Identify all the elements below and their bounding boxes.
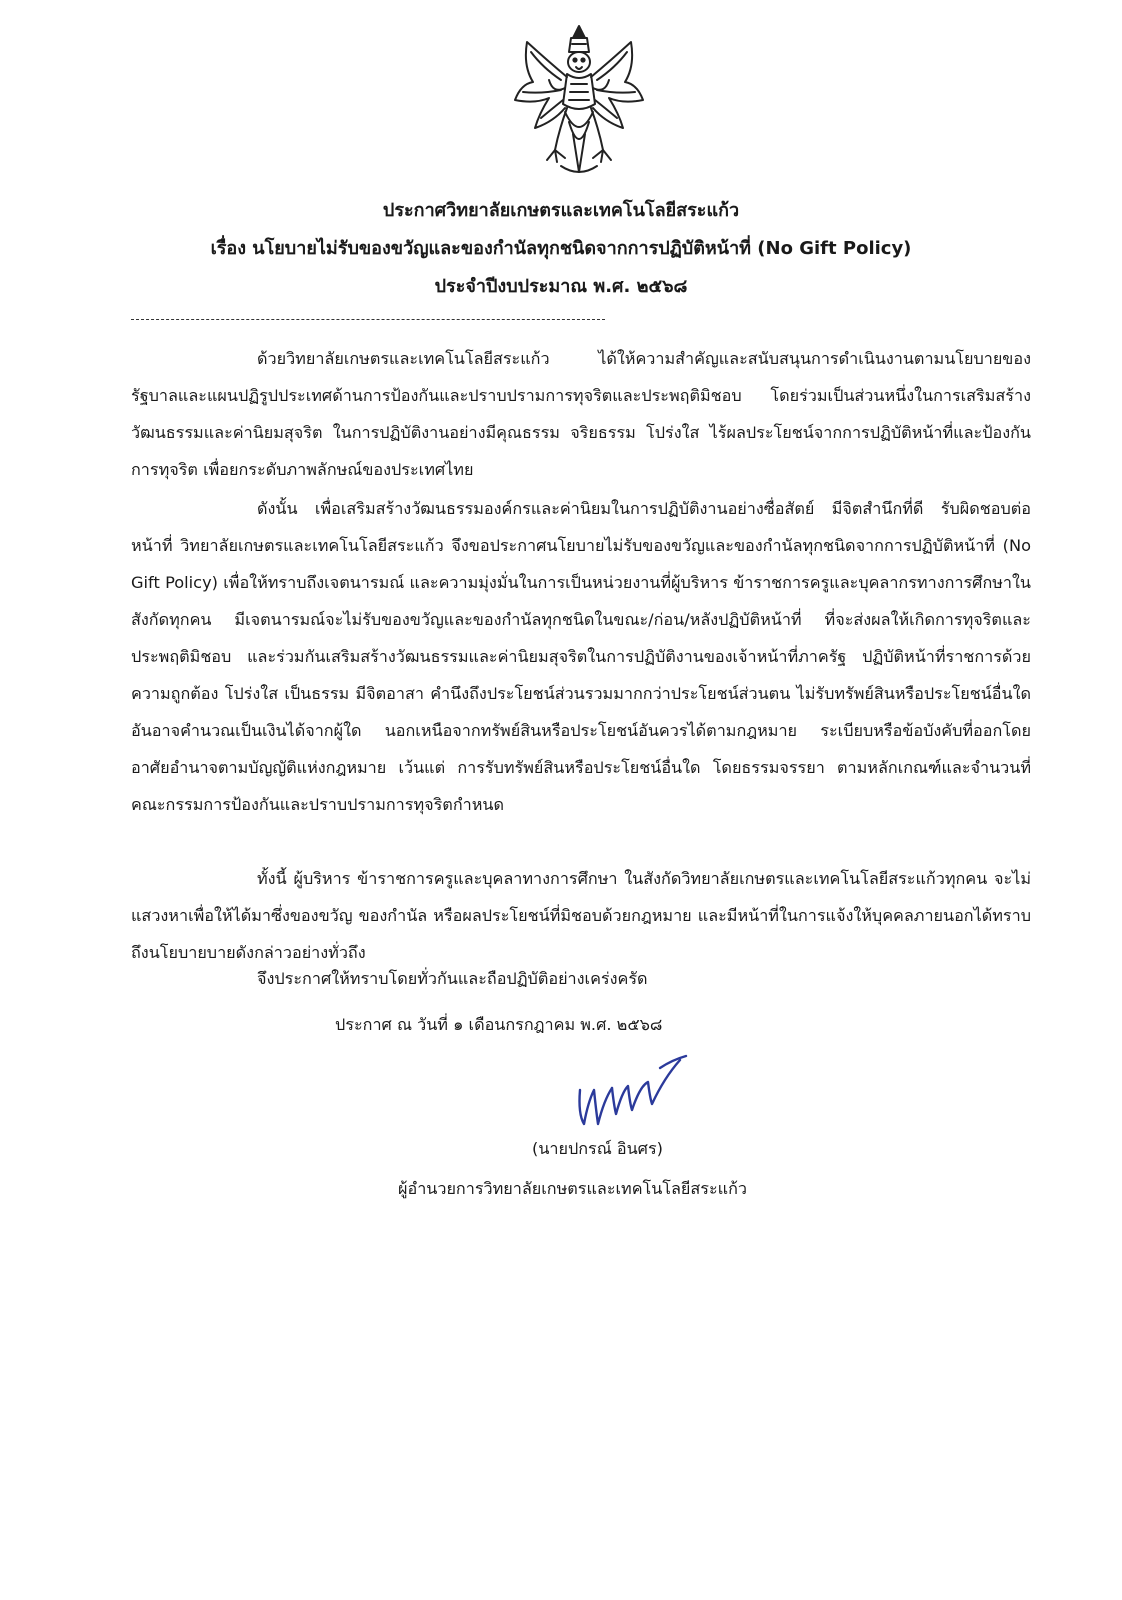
body-paragraph-1: ด้วยวิทยาลัยเกษตรและเทคโนโลยีสระแก้ว ได้ให้ความสำคัญและสนับสนุนการดำเนินงานตามนโยบายของรัฐบาลและแผนปฏิรูปประเทศด้านการป้องกันและปราบปรามการทุจริตและประพฤติมิชอบ โดยร่วมเป็นส่วนหนึ่งในการเสริมสร้างวัฒนธรรมและค่านิยมสุจริต ในการปฏิบัติงานอย่างมีคุณธรรม จริยธรรม โปร่งใส ไร้ผลประโยชน์จากการปฏิบัติหน้าที่และป้องกันการทุจริต เพื่อยกระดับภาพลักษณ์ของประเทศไทย	[131, 349, 1031, 479]
garuda-emblem-icon	[509, 22, 649, 182]
body-paragraph-3: ทั้งนี้ ผู้บริหาร ข้าราชการครูและบุคลาทางการศึกษา ในสังกัดวิทยาลัยเกษตรและเทคโนโลยีสระแก้วทุกคน จะไม่แสวงหาเพื่อให้ได้มาซึ่งของขวัญ ของกำนัล หรือผลประโยชน์ที่มิชอบด้วยกฎหมาย และมีหน้าที่ในการแจ้งให้บุคคลภายนอกได้ทราบถึงนโยบายบายดังกล่าวอย่างทั่วถึง	[131, 869, 1031, 962]
announcement-institution-heading: ประกาศวิทยาลัยเกษตรและเทคโนโลยีสระแก้ว	[382, 200, 740, 221]
signatory-name: (นายปกรณ์ อินศร)	[532, 1139, 663, 1158]
closing-statement: จึงประกาศให้ทราบโดยทั่วกันและถือปฏิบัติอย่างเคร่งครัด	[257, 969, 648, 988]
announcement-date: ประกาศ ณ วันที่ ๑ เดือนกรกฎาคม พ.ศ. ๒๕๖๘	[335, 1015, 663, 1034]
heading-divider	[131, 319, 605, 320]
announcement-fiscal-year-heading: ประจำปีงบประมาณ พ.ศ. ๒๕๖๘	[434, 276, 688, 297]
signatory-title: ผู้อำนวยการวิทยาลัยเกษตรและเทคโนโลยีสระแก้ว	[398, 1179, 748, 1198]
handwritten-signature-icon	[568, 1052, 698, 1132]
body-paragraph-2: ดังนั้น เพื่อเสริมสร้างวัฒนธรรมองค์กรและค่านิยมในการปฏิบัติงานอย่างซื่อสัตย์ มีจิตสำนึกที่ดี รับผิดชอบต่อหน้าที่ วิทยาลัยเกษตรและเทคโนโลยีสระแก้ว จึงขอประกาศนโยบายไม่รับของขวัญและของกำนัลทุกชนิดจากการปฏิบัติหน้าที่ (No Gift Policy) เพื่อให้ทราบถึงเจตนารมณ์ และความมุ่งมั่นในการเป็นหน่วยงานที่ผู้บริหาร ข้าราชการครูและบุคลากรทางการศึกษาในสังกัดทุกคน มีเจตนารมณ์จะไม่รับของขวัญและของกำนัลทุกชนิดในขณะ/ก่อน/หลังปฏิบัติหน้าที่ ที่จะส่งผลให้เกิดการทุจริตและประพฤติมิชอบ และร่วมกันเสริมสร้างวัฒนธรรมและค่านิยมสุจริตในการปฏิบัติงานของเจ้าหน้าที่ภาครัฐ ปฏิบัติหน้าที่ราชการด้วยความถูกต้อง โปร่งใส เป็นธรรม มีจิตอาสา คำนึงถึงประโยชน์ส่วนรวมมากกว่าประโยชน์ส่วนตน ไม่รับทรัพย์สินหรือประโยชน์อื่นใดอันอาจคำนวณเป็นเงินได้จากผู้ใด นอกเหนือจากทรัพย์สินหรือประโยชน์อันควรได้ตามกฎหมาย ระเบียบหรือข้อบังคับที่ออกโดยอาศัยอำนาจตามบัญญัติแห่งกฎหมาย เว้นแต่ การรับทรัพย์สินหรือประโยชน์อื่นใด โดยธรรมจรรยา ตามหลักเกณฑ์และจำนวนที่คณะกรรมการป้องกันและปราบปรามการทุจริตกำหนด	[131, 499, 1031, 814]
announcement-subject-heading: เรื่อง นโยบายไม่รับของขวัญและของกำนัลทุกชนิดจากการปฏิบัติหน้าที่ (No Gift Policy)	[210, 238, 912, 259]
